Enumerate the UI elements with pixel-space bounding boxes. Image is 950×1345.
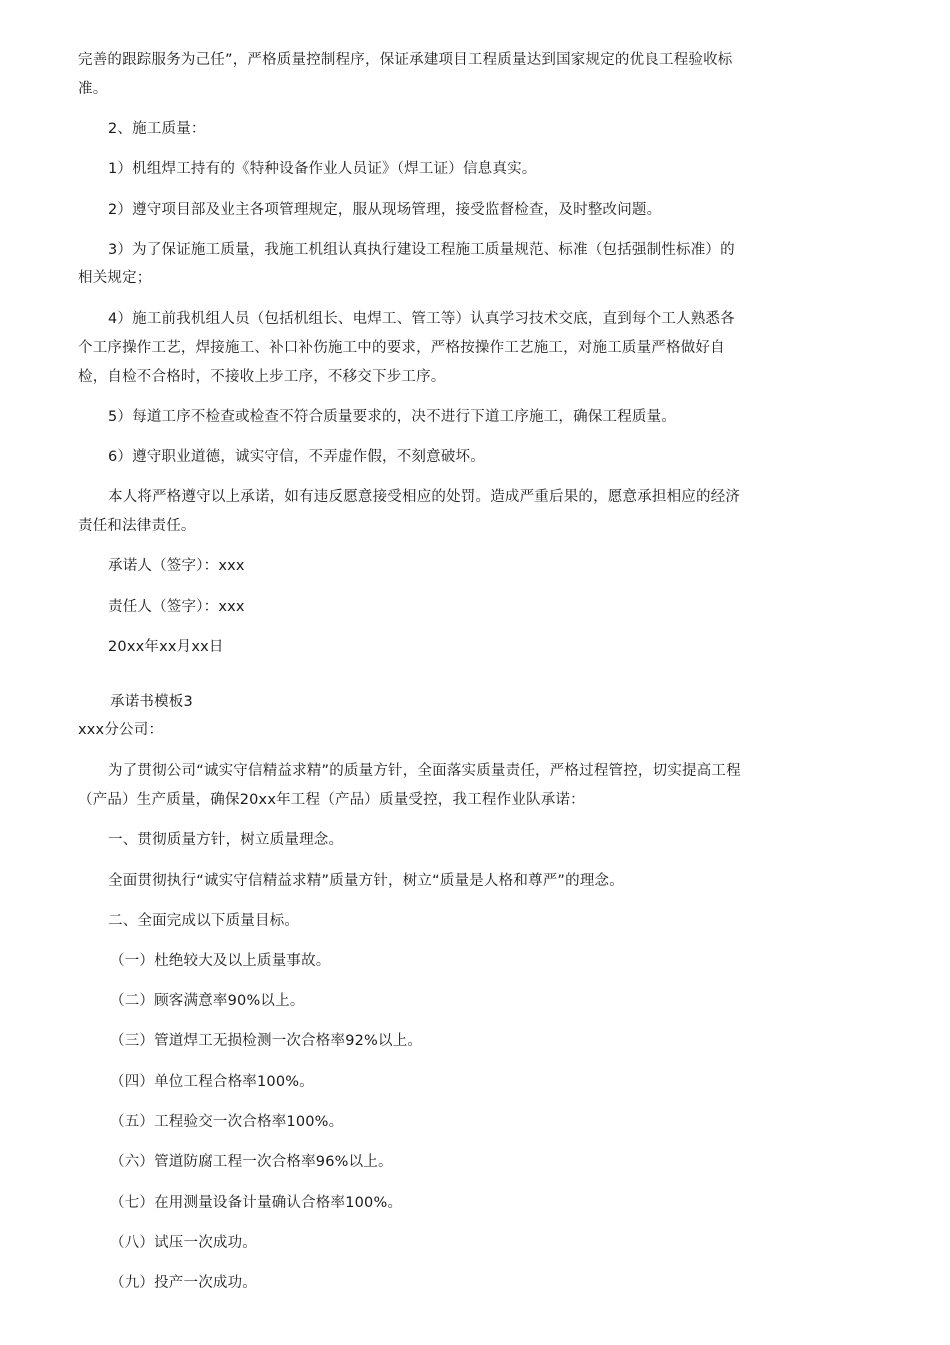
list-item: （九）投产一次成功。: [110, 1275, 257, 1291]
list-item: （一）杜绝较大及以上质量事故。: [110, 953, 331, 969]
addressee: xxx分公司：: [78, 722, 164, 738]
paragraph-line: 责任和法律责任。: [78, 518, 196, 534]
list-item: （四）单位工程合格率100%。: [110, 1074, 314, 1090]
list-item: 3）为了保证施工质量，我施工机组认真执行建设工程施工质量规范、标准（包括强制性标准）的: [108, 242, 735, 258]
section-heading: 2、施工质量：: [108, 121, 206, 137]
list-item: （五）工程验交一次合格率100%。: [110, 1114, 344, 1130]
list-item: （七）在用测量设备计量确认合格率100%。: [110, 1195, 403, 1211]
list-item: 2）遵守项目部及业主各项管理规定，服从现场管理，接受监督检查，及时整改问题。: [108, 202, 662, 218]
list-item: 4）施工前我机组人员（包括机组长、电焊工、管工等）认真学习技术交底，直到每个工人熟悉各: [108, 311, 735, 327]
paragraph-line: （产品）生产质量，确保20xx年工程（产品）质量受控，我工程作业队承诺：: [78, 792, 585, 808]
paragraph-line: 本人将严格遵守以上承诺，如有违反愿意接受相应的处罚。造成严重后果的，愿意承担相应的经济: [108, 489, 741, 505]
list-item: （八）试压一次成功。: [110, 1235, 257, 1251]
template-title: 承诺书模板3: [110, 694, 193, 710]
signature-promisor: 承诺人（签字）：xxx: [108, 558, 245, 574]
list-item: （三）管道焊工无损检测一次合格率92%以上。: [110, 1033, 423, 1049]
list-item: （二）顾客满意率90%以上。: [110, 993, 305, 1009]
paragraph-line: 为了贯彻公司“诚实守信精益求精”的质量方针，全面落实质量责任，严格过程管控，切实提高工程: [108, 763, 741, 779]
list-item-continuation: 检，自检不合格时，不接收上步工序，不移交下步工序。: [78, 369, 446, 385]
list-item-continuation: 个工序操作工艺，焊接施工、补口补伤施工中的要求，严格按操作工艺施工，对施工质量严格做好自: [78, 340, 725, 356]
list-item: 1）机组焊工持有的《特种设备作业人员证》（焊工证）信息真实。: [108, 161, 537, 177]
section-heading: 一、贯彻质量方针，树立质量理念。: [108, 832, 344, 848]
paragraph-line: 准。: [78, 81, 108, 97]
signature-responsible: 责任人（签字）：xxx: [108, 599, 245, 615]
list-item: （六）管道防腐工程一次合格率96%以上。: [110, 1154, 393, 1170]
list-item-continuation: 相关规定；: [78, 270, 152, 286]
list-item: 5）每道工序不检查或检查不符合质量要求的，决不进行下道工序施工，确保工程质量。: [108, 409, 677, 425]
section-heading: 二、全面完成以下质量目标。: [108, 913, 300, 929]
list-item: 6）遵守职业道德，诚实守信，不弄虚作假，不刻意破坏。: [108, 449, 485, 465]
date-line: 20xx年xx月xx日: [108, 639, 224, 655]
paragraph-line: 全面贯彻执行“诚实守信精益求精”质量方针，树立“质量是人格和尊严”的理念。: [108, 873, 624, 889]
paragraph-line: 完善的跟踪服务为己任”，严格质量控制程序，保证承建项目工程质量达到国家规定的优良工程验收标: [78, 52, 733, 68]
